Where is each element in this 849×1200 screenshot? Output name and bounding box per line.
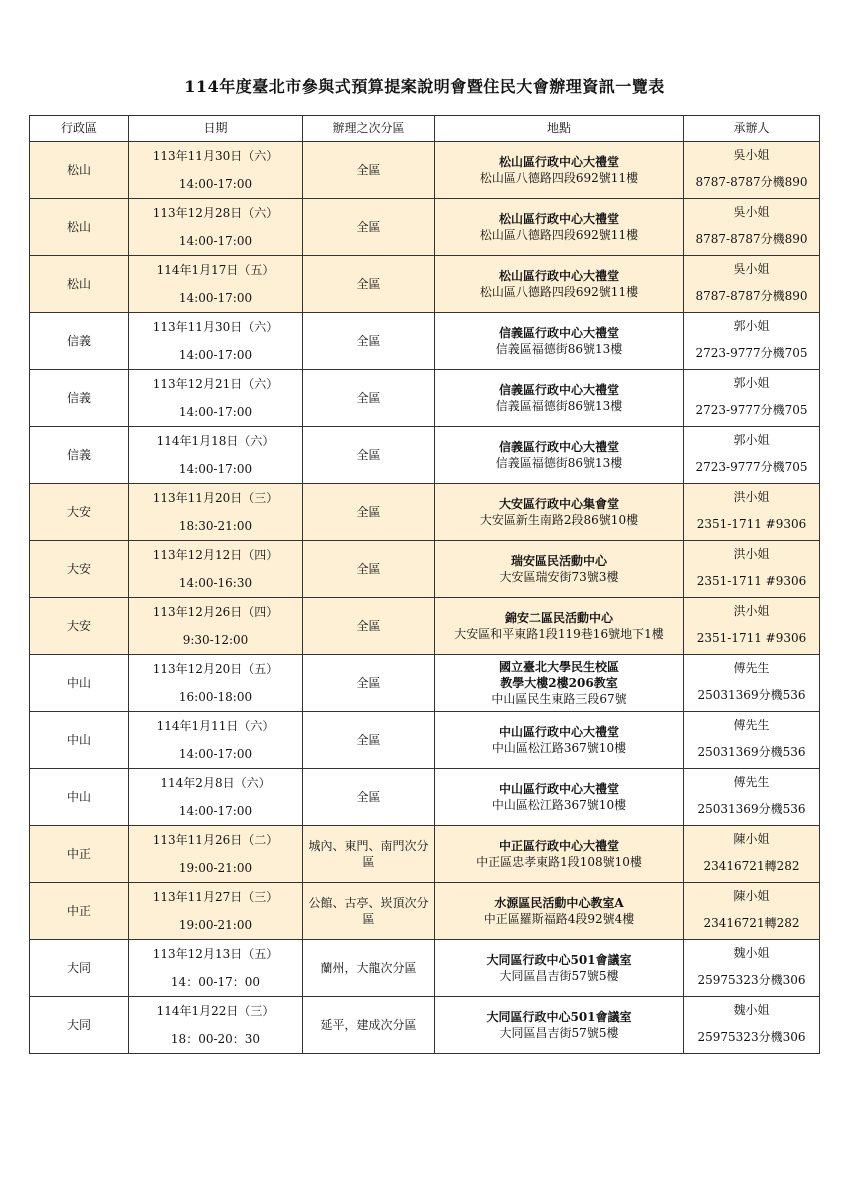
cell-district: 中正	[30, 883, 129, 940]
location-name: 瑞安區民活動中心	[510, 553, 607, 568]
cell-contact	[684, 370, 820, 427]
cell-district: 中山	[30, 712, 129, 769]
location-address: 信義區福德街86號13樓	[495, 399, 623, 413]
location-address: 松山區八德路四段692號11樓	[479, 171, 639, 185]
cell-location	[435, 541, 684, 598]
event-date: 114年2月8日（六）	[160, 776, 271, 790]
event-time: 9:30-12:00	[182, 633, 249, 647]
event-time: 16:00-18:00	[178, 690, 253, 704]
contact-phone: 2351-1711 #9306	[696, 631, 807, 645]
cell-district: 信義	[30, 370, 129, 427]
cell-location	[435, 883, 684, 940]
cell-district: 中正	[30, 826, 129, 883]
header-district: 行政區	[30, 116, 129, 142]
cell-location	[435, 598, 684, 655]
location-name: 松山區行政中心大禮堂	[498, 154, 619, 169]
location-name: 信義區行政中心大禮堂	[498, 439, 619, 454]
cell-location	[435, 826, 684, 883]
cell-contact	[684, 940, 820, 997]
cell-location	[435, 199, 684, 256]
contact-name: 魏小姐	[733, 946, 770, 960]
event-date: 113年11月30日（六）	[152, 320, 279, 334]
cell-date	[129, 826, 303, 883]
cell-subdistrict: 城內、東門、南門次分區	[303, 826, 435, 883]
header-contact: 承辦人	[684, 116, 820, 142]
cell-district: 信義	[30, 313, 129, 370]
event-time: 14:00-17:00	[178, 291, 253, 305]
table-row	[30, 370, 820, 427]
location-address: 大安區和平東路1段119巷16號地下1樓	[454, 627, 664, 641]
cell-contact	[684, 541, 820, 598]
header-location: 地點	[435, 116, 684, 142]
cell-location	[435, 142, 684, 199]
location-name-line2: 教學大樓2樓206教室	[500, 675, 618, 690]
cell-date	[129, 541, 303, 598]
page-title: 114年度臺北市參與式預算提案說明會暨住民大會辦理資訊一覽表	[184, 77, 665, 96]
cell-subdistrict: 全區	[303, 655, 435, 712]
cell-district: 大同	[30, 940, 129, 997]
contact-phone: 25975323分機306	[697, 1030, 806, 1044]
contact-name: 陳小姐	[733, 889, 770, 903]
cell-subdistrict: 全區	[303, 427, 435, 484]
location-name: 松山區行政中心大禮堂	[498, 268, 619, 283]
cell-location	[435, 655, 684, 712]
event-date: 114年1月18日（六）	[156, 434, 275, 448]
contact-name: 吳小姐	[733, 262, 770, 276]
location-name: 錦安二區民活動中心	[504, 610, 613, 625]
cell-subdistrict: 全區	[303, 313, 435, 370]
cell-district: 松山	[30, 142, 129, 199]
event-time: 14:00-17:00	[178, 234, 253, 248]
contact-name: 郭小姐	[733, 376, 770, 390]
location-name: 信義區行政中心大禮堂	[498, 382, 619, 397]
contact-name: 郭小姐	[733, 319, 770, 333]
contact-phone: 25031369分機536	[697, 802, 806, 816]
location-name: 水源區民活動中心教室A	[494, 895, 624, 910]
cell-contact	[684, 997, 820, 1054]
cell-district: 大安	[30, 541, 129, 598]
event-date: 113年12月13日（五）	[152, 947, 279, 961]
cell-date	[129, 484, 303, 541]
contact-name: 吳小姐	[733, 205, 770, 219]
location-name: 大同區行政中心501會議室	[486, 1009, 632, 1024]
cell-contact	[684, 883, 820, 940]
cell-subdistrict: 全區	[303, 199, 435, 256]
event-date: 113年11月30日（六）	[152, 149, 279, 163]
event-time: 14：00-17：00	[170, 975, 261, 989]
cell-district: 大同	[30, 997, 129, 1054]
event-time: 19:00-21:00	[178, 861, 253, 875]
location-name: 大同區行政中心501會議室	[486, 952, 632, 967]
cell-subdistrict: 全區	[303, 769, 435, 826]
header-subdistrict: 辦理之次分區	[303, 116, 435, 142]
cell-location	[435, 370, 684, 427]
location-address: 中山區松江路367號10樓	[491, 798, 627, 812]
event-time: 14:00-17:00	[178, 462, 253, 476]
event-time: 18：00-20：30	[170, 1032, 261, 1046]
location-name: 中山區行政中心大禮堂	[498, 724, 619, 739]
event-date: 113年12月12日（四）	[152, 548, 279, 562]
cell-date	[129, 256, 303, 313]
table-row	[30, 427, 820, 484]
cell-date	[129, 598, 303, 655]
cell-district: 中山	[30, 769, 129, 826]
table-row	[30, 142, 820, 199]
table-row	[30, 541, 820, 598]
cell-district: 松山	[30, 199, 129, 256]
cell-date	[129, 142, 303, 199]
table-row	[30, 712, 820, 769]
cell-district: 松山	[30, 256, 129, 313]
cell-date	[129, 655, 303, 712]
cell-date	[129, 427, 303, 484]
cell-location	[435, 427, 684, 484]
contact-phone: 8787-8787分機890	[695, 232, 808, 246]
location-name: 松山區行政中心大禮堂	[498, 211, 619, 226]
cell-date	[129, 313, 303, 370]
event-time: 14:00-17:00	[178, 747, 253, 761]
cell-date	[129, 199, 303, 256]
cell-location	[435, 313, 684, 370]
table-row	[30, 598, 820, 655]
cell-contact	[684, 142, 820, 199]
event-date: 113年11月26日（二）	[152, 833, 279, 847]
location-address: 松山區八德路四段692號11樓	[479, 228, 639, 242]
contact-name: 郭小姐	[733, 433, 770, 447]
contact-name: 魏小姐	[733, 1003, 770, 1017]
location-address: 信義區福德街86號13樓	[495, 456, 623, 470]
location-address: 大同區昌吉街57號5樓	[499, 1026, 619, 1040]
table-row	[30, 997, 820, 1054]
location-name: 中正區行政中心大禮堂	[498, 838, 619, 853]
cell-district: 中山	[30, 655, 129, 712]
cell-subdistrict: 蘭州，大龍次分區	[303, 940, 435, 997]
table-row	[30, 313, 820, 370]
contact-phone: 2723-9777分機705	[695, 403, 808, 417]
table-row	[30, 826, 820, 883]
contact-phone: 25975323分機306	[697, 973, 806, 987]
location-address: 松山區八德路四段692號11樓	[479, 285, 639, 299]
cell-contact	[684, 313, 820, 370]
event-time: 14:00-17:00	[178, 177, 253, 191]
event-date: 113年12月28日（六）	[152, 206, 279, 220]
location-name: 信義區行政中心大禮堂	[498, 325, 619, 340]
location-address: 大安區瑞安街73號3樓	[499, 570, 619, 584]
cell-contact	[684, 655, 820, 712]
cell-district: 大安	[30, 598, 129, 655]
table-row	[30, 484, 820, 541]
location-address: 大同區昌吉街57號5樓	[499, 969, 619, 983]
cell-date	[129, 883, 303, 940]
cell-contact	[684, 598, 820, 655]
cell-location	[435, 940, 684, 997]
cell-subdistrict: 全區	[303, 541, 435, 598]
event-date: 113年11月20日（三）	[152, 491, 279, 505]
contact-name: 吳小姐	[733, 148, 770, 162]
cell-subdistrict: 全區	[303, 370, 435, 427]
table-row	[30, 883, 820, 940]
cell-date	[129, 370, 303, 427]
location-address: 中山區松江路367號10樓	[491, 741, 627, 755]
cell-subdistrict: 全區	[303, 256, 435, 313]
table-row	[30, 655, 820, 712]
cell-location	[435, 484, 684, 541]
cell-district: 大安	[30, 484, 129, 541]
contact-phone: 8787-8787分機890	[695, 289, 808, 303]
contact-name: 洪小姐	[733, 604, 770, 618]
header-date: 日期	[129, 116, 303, 142]
cell-date	[129, 769, 303, 826]
cell-subdistrict: 全區	[303, 484, 435, 541]
event-time: 14:00-17:00	[178, 405, 253, 419]
cell-location	[435, 769, 684, 826]
contact-phone: 8787-8787分機890	[695, 175, 808, 189]
cell-date	[129, 997, 303, 1054]
contact-name: 洪小姐	[733, 490, 770, 504]
cell-subdistrict: 延平，建成次分區	[303, 997, 435, 1054]
event-date: 114年1月22日（三）	[156, 1004, 275, 1018]
cell-date	[129, 712, 303, 769]
cell-subdistrict: 全區	[303, 712, 435, 769]
cell-date	[129, 940, 303, 997]
event-time: 18:30-21:00	[178, 519, 253, 533]
cell-contact	[684, 199, 820, 256]
event-time: 19:00-21:00	[178, 918, 253, 932]
location-address: 中正區忠孝東路1段108號10樓	[476, 855, 642, 869]
cell-subdistrict: 全區	[303, 142, 435, 199]
contact-name: 傅先生	[733, 718, 770, 732]
contact-phone: 23416721轉282	[703, 859, 800, 873]
cell-location	[435, 997, 684, 1054]
table-row	[30, 199, 820, 256]
table-row	[30, 769, 820, 826]
cell-subdistrict: 公館、古亭、崁頂次分區	[303, 883, 435, 940]
event-time: 14:00-17:00	[178, 804, 253, 818]
contact-name: 傅先生	[733, 775, 770, 789]
location-name: 國立臺北大學民生校區	[498, 659, 619, 674]
event-time: 14:00-16:30	[178, 576, 253, 590]
table-row	[30, 940, 820, 997]
contact-phone: 2351-1711 #9306	[696, 517, 807, 531]
location-address: 信義區福德街86號13樓	[495, 342, 623, 356]
contact-name: 陳小姐	[733, 832, 770, 846]
cell-contact	[684, 769, 820, 826]
event-date: 114年1月11日（六）	[156, 719, 275, 733]
location-name: 大安區行政中心集會堂	[498, 496, 619, 511]
table-header	[30, 116, 820, 142]
table-row	[30, 256, 820, 313]
contact-phone: 2723-9777分機705	[695, 346, 808, 360]
cell-contact	[684, 712, 820, 769]
location-address: 中山區民生東路三段67號	[491, 692, 627, 707]
cell-contact	[684, 427, 820, 484]
event-time: 14:00-17:00	[178, 348, 253, 362]
cell-contact	[684, 256, 820, 313]
contact-name: 洪小姐	[733, 547, 770, 561]
cell-contact	[684, 826, 820, 883]
cell-location	[435, 256, 684, 313]
event-date: 113年12月20日（五）	[152, 662, 279, 676]
events-table	[29, 115, 820, 1054]
location-address: 大安區新生南路2段86號10樓	[479, 513, 639, 527]
contact-name: 傅先生	[733, 661, 770, 675]
location-address: 中正區羅斯福路4段92號4樓	[483, 912, 635, 926]
event-date: 113年12月26日（四）	[152, 605, 279, 619]
contact-phone: 23416721轉282	[703, 916, 800, 930]
contact-phone: 25031369分機536	[697, 688, 806, 702]
contact-phone: 25031369分機536	[697, 745, 806, 759]
event-date: 113年11月27日（三）	[152, 890, 279, 904]
event-date: 113年12月21日（六）	[152, 377, 279, 391]
cell-contact	[684, 484, 820, 541]
location-name: 中山區行政中心大禮堂	[498, 781, 619, 796]
cell-location	[435, 712, 684, 769]
event-date: 114年1月17日（五）	[156, 263, 275, 277]
cell-district: 信義	[30, 427, 129, 484]
contact-phone: 2351-1711 #9306	[696, 574, 807, 588]
cell-subdistrict: 全區	[303, 598, 435, 655]
contact-phone: 2723-9777分機705	[695, 460, 808, 474]
